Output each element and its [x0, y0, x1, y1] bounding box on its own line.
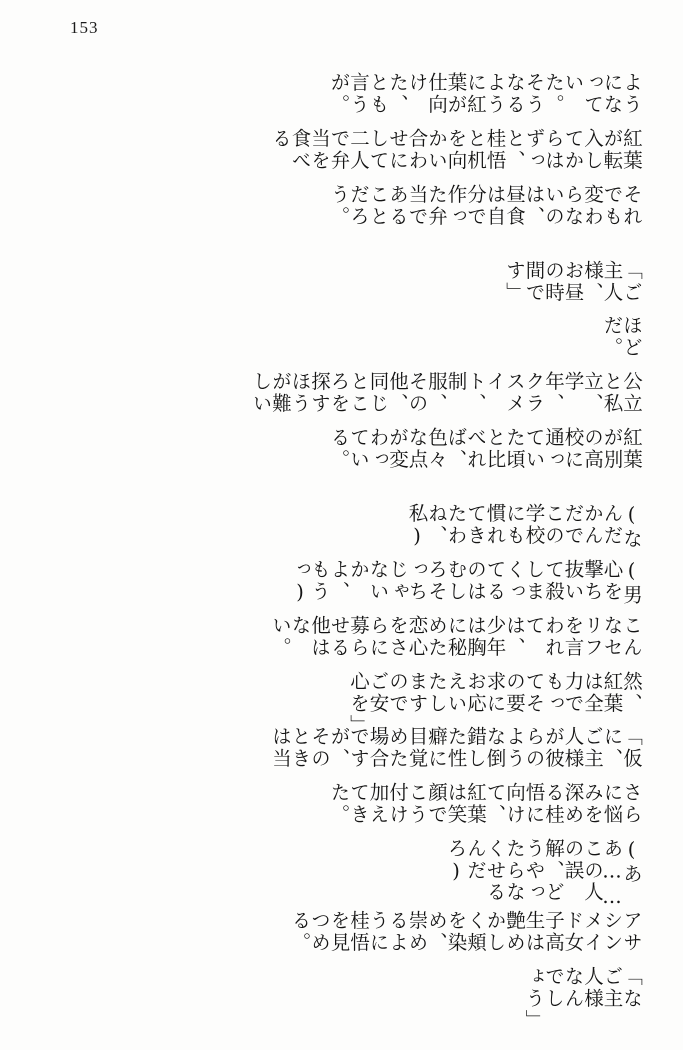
page-number: 153 [70, 18, 99, 37]
body-text [40, 72, 643, 1032]
text-column: 「なご主人様なんでしょう」 [522, 966, 643, 1032]
text-column: 「ご主人様、お昼の時間です」 [503, 259, 643, 303]
text-column: それでも変わらないのは、昼食は自分で作った弁当であることだろう。 [327, 183, 643, 228]
text-column: さらに悩みを深める桂悟に向けて、紅葉は笑顔でこう付け加えてきた。 [327, 782, 643, 826]
text-column: 然、紅葉は全力でもってその要求にお応えいたしますのでご安心を」 [347, 670, 643, 736]
text-column: ほどだ。 [600, 315, 643, 359]
text-column: 公立と私立、学年、クラスメイト、制服、その他、同じところを探すほうが難しい [249, 371, 643, 415]
text-column: 紅葉が転入してからはずっと、桂悟と机を向かい合わせにして二人で弁当を食べる [269, 127, 643, 172]
text-column: 「仮に、ご主人様が彼らのような倒錯した性癖に目覚めた場合ですが、そのときは当 [269, 726, 643, 770]
text-column: アサシンメイド女子高生は艶めかしく頬を染め、崇めるように桂悟を見つめる。 [288, 910, 643, 954]
text-column: 紅葉が別の高校に通っていた頃と比べれば、色々な点が変わっている。 [327, 427, 643, 471]
text-column: (ああ……この人の誤解、どうやったらなくせるんだろ) [444, 838, 643, 911]
text-column: (男心を撃ち抜いて殺しまくってるのはむしろそっちじゃないかよ、もうっ) [288, 558, 643, 606]
text-column: こんなセリフを言われては、少年は胸に秘めた恋心をさらに募らせる他はない。 [269, 614, 643, 659]
text-column: ようになっていた。そうなるように紅葉が仕向けた、とも言うが。 [327, 72, 643, 116]
text-column: (なんだかんだでこの学校にも慣れてきたわね、私) [405, 503, 643, 550]
